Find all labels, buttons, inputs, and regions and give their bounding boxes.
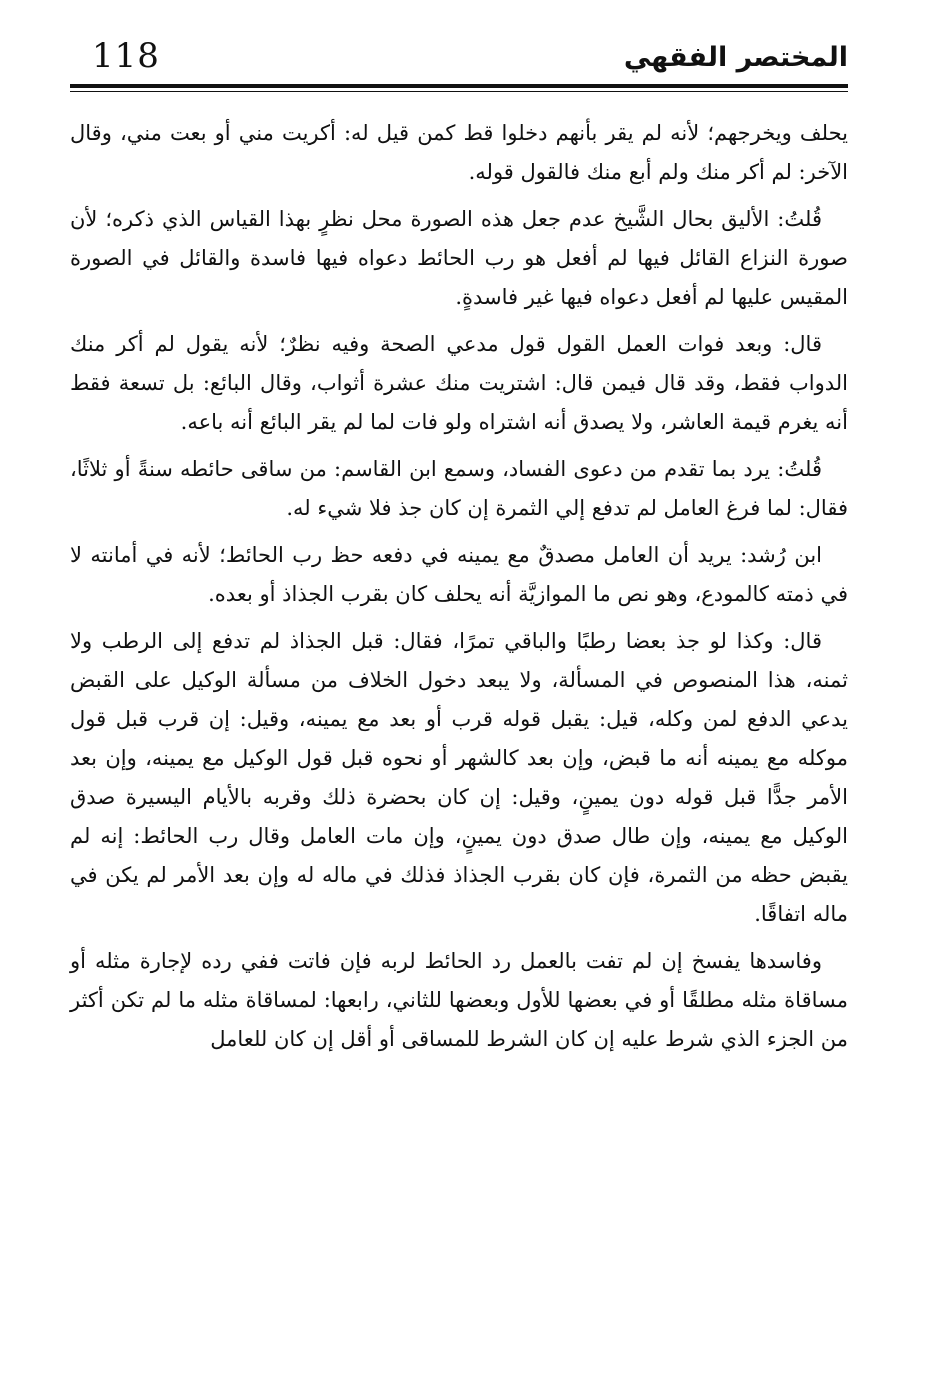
- paragraph: قُلتُ: الأليق بحال الشَّيخ عدم جعل هذه الصورة محل نظرٍ بهذا القياس الذي ذكره؛ لأن صورة النزاع القائل فيها لم أفعل هو رب الحائط دعواه فيها فاسدة والقائل في الصورة المقيس عليها لم أفعل دعواه فيها غير فاسدةٍ.: [70, 207, 848, 309]
- paragraph: يحلف ويخرجهم؛ لأنه لم يقر بأنهم دخلوا قط كمن قيل له: أكريت مني أو بعت مني، وقال الآخر: لم أكر منك ولم أبع منك فالقول قوله.: [70, 121, 848, 184]
- page-number: 118: [92, 36, 160, 76]
- page-body: [70, 114, 848, 1059]
- paragraph: وفاسدها يفسخ إن لم تفت بالعمل رد الحائط لربه فإن فاتت ففي رده لإجارة مثله أو مساقاة مثله مطلقًا أو في بعضها للأول وبعضها للثاني، رابعها: لمساقاة مثله ما لم تكن أكثر من الجزء الذي شرط عليه إن كان الشرط للمساقى أو أقل إن كان للعامل: [70, 949, 848, 1051]
- header-rule-thin: [70, 91, 848, 92]
- page-header: [70, 28, 848, 88]
- paragraph: ابن رُشد: يريد أن العامل مصدقٌ مع يمينه في دفعه حظ رب الحائط؛ لأنه في أمانته لا في ذمته كالمودع، وهو نص ما الموازيَّة أنه يحلف كان بقرب الجذاذ أو بعده.: [70, 543, 848, 606]
- paragraph: قال: وكذا لو جذ بعضا رطبًا والباقي تمرًا، فقال: قبل الجذاذ لم تدفع إلى الرطب ولا ثمنه، هذا المنصوص في المسألة، ولا يبعد دخول الخلاف من مسألة الوكيل على القبض يدعي الدفع لمن وكله، قيل: يقبل قوله قرب أو بعد مع يمينه، وقيل: إن قرب قبل قول موكله مع يمينه أنه ما قبض، وإن بعد كالشهر أو نحوه قبل قول الوكيل مع يمينه، وإن بعد الأمر جدًّا قبل قوله دون يمينٍ، وقيل: إن كان بحضرة ذلك وقربه بالأيام اليسيرة صدق الوكيل مع يمينه، وإن طال صدق دون يمينٍ، وإن مات العامل وقال رب الحائط: إنه لم يقبض حظه من الثمرة، فإن كان بقرب الجذاذ فذلك في ماله له وإن بعد الأمر لم يكن في ماله اتفاقًا.: [70, 629, 848, 926]
- paragraph: قال: وبعد فوات العمل القول قول مدعي الصحة وفيه نظرٌ؛ لأنه يقول لم أكر منك الدواب فقط، وقد قال فيمن قال: اشتريت منك عشرة أثواب، وقال البائع: بل تسعة فقط أنه يغرم قيمة العاشر، ولا يصدق أنه اشتراه ولو فات لما لم يقر البائع أنه باعه.: [70, 332, 848, 434]
- paragraph: قُلتُ: يرد بما تقدم من دعوى الفساد، وسمع ابن القاسم: من ساقى حائطه سنةً أو ثلاثًا، فقال: لما فرغ العامل لم تدفع إلي الثمرة إن كان جذ فلا شيء له.: [70, 457, 848, 520]
- running-title: المختصر الفقهي: [623, 42, 848, 73]
- header-rule-thick: [70, 84, 848, 88]
